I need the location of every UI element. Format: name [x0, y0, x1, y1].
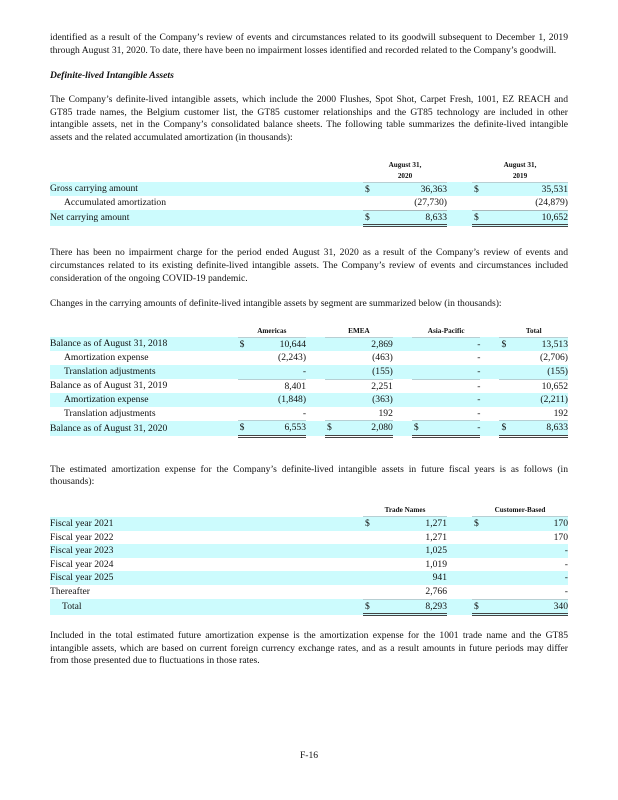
paragraph-impairment: There has been no impairment charge for the period ended August 31, 2020 as a result of the Company’s review of events and circumstances related to its existing definite-lived intangible assets. The Company’s review of events and circumstances included consideration of the ongoing COVID-19 pandemic.	[50, 247, 568, 284]
table-row-total: Balance as of August 31, 2020 $ 6,553 $ 2,080 $ - $ 8,633	[50, 421, 568, 437]
intro-paragraph: identified as a result of the Company’s review of events and circumstances related to its goodwill subsequent to December 1, 2019 through August 31, 2020. To date, there have been no impairment losses identified and recorded related to the Company’s goodwill.	[50, 32, 568, 56]
column-header-2020: August 31,	[363, 160, 447, 171]
table-row: Fiscal year 2023 1,025 -	[50, 545, 568, 557]
column-header-total: Total	[499, 326, 568, 338]
table-row: Accumulated amortization (27,730) (24,879)	[64, 197, 568, 209]
column-header-customer-based: Customer-Based	[472, 505, 568, 517]
table-row-total: Total $ 8,293 $ 340	[50, 599, 568, 615]
table-header-row	[50, 160, 568, 171]
column-header-emea: EMEA	[325, 326, 393, 338]
paragraph-intangibles-description: The Company’s definite-lived intangible assets, which include the 2000 Flushes, Spot Shot, Carpet Fresh, 1001, EZ REACH and GT85 trade names, the Belgium customer list, the GT85 customer relationships and the GT85 technology are included in other intangible assets, net in the Company’s consolidated balance sheets. The following table summarizes the definite-lived intangible assets and the related accumulated amortization (in thousands):	[50, 94, 568, 143]
document-page	[50, 32, 568, 668]
table-row: Fiscal year 2021 $ 1,271 $ 170	[50, 517, 568, 530]
table-row: Thereafter 2,766 -	[50, 586, 568, 598]
table-row: Fiscal year 2022 1,271 170	[50, 531, 568, 543]
page-number: F-16	[299, 750, 319, 761]
table-row: Translation adjustments - 192 - 192	[64, 407, 568, 419]
paragraph-segment-changes: Changes in the carrying amounts of definite-lived intangible assets by segment are summarized below (in thousands):	[50, 298, 502, 310]
table-row: Fiscal year 2024 1,019 -	[50, 558, 568, 570]
column-header-asia-pacific: Asia-Pacific	[412, 326, 481, 338]
table-header-row	[50, 505, 568, 517]
table-row: Balance as of August 31, 2019 8,401 2,251 - 10,652	[50, 380, 568, 392]
table-row: Balance as of August 31, 2018 $ 10,644 2,869 - $ 13,513	[50, 338, 568, 350]
segment-changes-table	[50, 326, 568, 438]
table-row: Fiscal year 2025 941 -	[50, 572, 568, 584]
paragraph-future-amortization: The estimated amortization expense for the Company’s definite-lived intangible assets in future fiscal years is as follows (in thousands):	[50, 463, 568, 488]
column-header-americas: Americas	[238, 326, 306, 338]
table-header-row	[50, 326, 568, 338]
future-amortization-table	[50, 505, 568, 616]
table-row: Translation adjustments - (155) - (155)	[50, 365, 568, 379]
intangible-assets-summary-table: August 31, August 31, 2020 2019 Gross carrying amount $ 36,363 $ 35,531 Accumulated amortization (27,730) (24,879) Net carrying amount $ 8,633 $ 10,652	[50, 160, 568, 228]
table-row: Amortization expense (1,848) (363) - (2,211)	[50, 393, 568, 407]
column-header-trade-names: Trade Names	[363, 505, 447, 517]
section-heading: Definite-lived Intangible Assets	[50, 70, 174, 82]
column-header-2019: August 31,	[472, 160, 568, 171]
table-row-total: Net carrying amount $ 8,633 $ 10,652	[50, 210, 568, 226]
table-row: Gross carrying amount $ 36,363 $ 35,531	[50, 183, 568, 195]
paragraph-currency-note: Included in the total estimated future amortization expense is the amortization expense for the 1001 trade name and the GT85 intangible assets, which are based on current foreign currency exchange rates, and as a result amounts in future periods may differ from those presented due to fluctuations in those rates.	[50, 630, 568, 667]
table-row: Amortization expense (2,243) (463) - (2,706)	[64, 352, 568, 364]
